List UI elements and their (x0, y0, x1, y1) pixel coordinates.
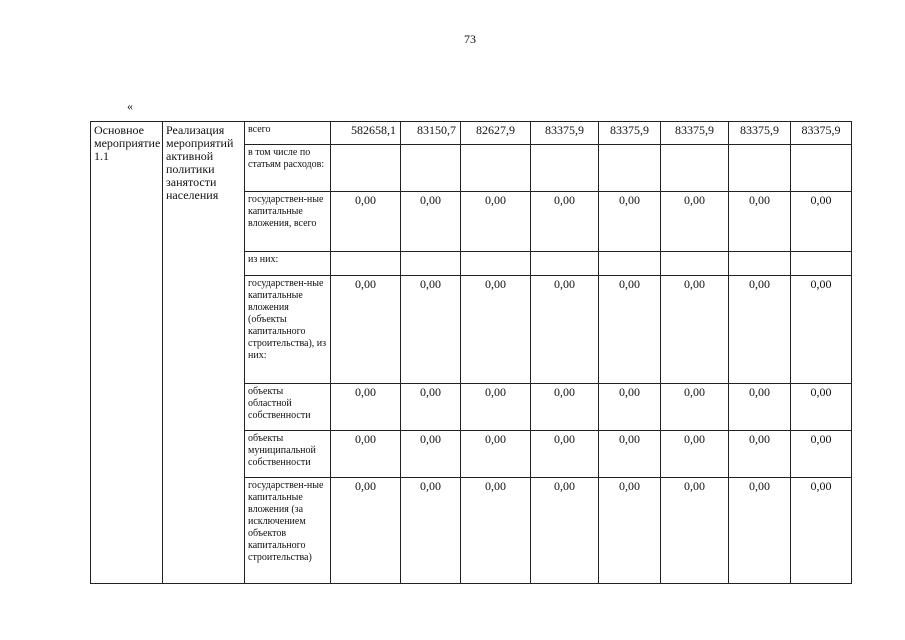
value-cell: 0,00 (531, 431, 599, 478)
value-cell: 0,00 (461, 478, 531, 584)
value-cell (791, 252, 852, 276)
value-cell: 0,00 (729, 384, 791, 431)
value-cell: 0,00 (791, 431, 852, 478)
value-cell: 0,00 (599, 431, 661, 478)
value-cell: 0,00 (599, 384, 661, 431)
value-cell: 0,00 (599, 192, 661, 252)
value-cell: 0,00 (461, 276, 531, 384)
budget-table (90, 121, 852, 584)
value-cell: 0,00 (331, 431, 401, 478)
value-cell: 0,00 (401, 384, 461, 431)
value-cell: 0,00 (401, 192, 461, 252)
value-cell (331, 252, 401, 276)
row-label: из них: (245, 252, 331, 276)
value-cell (599, 252, 661, 276)
value-cell: 0,00 (661, 478, 729, 584)
value-cell: 0,00 (331, 478, 401, 584)
row-label: государствен-ные капитальные вложения (за исключением объектов капитального строительства) (245, 478, 331, 584)
value-cell (729, 145, 791, 192)
value-cell (401, 252, 461, 276)
value-cell: 0,00 (531, 384, 599, 431)
value-cell (599, 145, 661, 192)
value-cell: 0,00 (599, 478, 661, 584)
value-cell: 82627,9 (461, 122, 531, 145)
value-cell (661, 252, 729, 276)
value-cell: 582658,1 (331, 122, 401, 145)
value-cell (461, 145, 531, 192)
value-cell: 0,00 (661, 192, 729, 252)
value-cell: 0,00 (661, 431, 729, 478)
opening-quote-mark: « (127, 99, 133, 113)
value-cell: 0,00 (791, 276, 852, 384)
value-cell: 83375,9 (531, 122, 599, 145)
value-cell (531, 145, 599, 192)
value-cell: 0,00 (461, 384, 531, 431)
value-cell: 0,00 (461, 192, 531, 252)
value-cell: 0,00 (791, 478, 852, 584)
value-cell: 0,00 (401, 478, 461, 584)
value-cell: 83150,7 (401, 122, 461, 145)
value-cell: 83375,9 (729, 122, 791, 145)
value-cell: 0,00 (729, 192, 791, 252)
value-cell (461, 252, 531, 276)
value-cell: 0,00 (661, 276, 729, 384)
value-cell (331, 145, 401, 192)
row-label: государствен-ные капитальные вложения (объекты капитального строительства), из них: (245, 276, 331, 384)
value-cell: 0,00 (531, 192, 599, 252)
value-cell: 0,00 (331, 192, 401, 252)
value-cell (401, 145, 461, 192)
value-cell (729, 252, 791, 276)
value-cell (531, 252, 599, 276)
value-cell: 0,00 (531, 478, 599, 584)
event-name-cell: Реализация мероприятий активной политики занятости населения (163, 122, 245, 584)
table-row (91, 122, 852, 145)
value-cell: 0,00 (401, 276, 461, 384)
value-cell: 0,00 (729, 431, 791, 478)
page-number: 73 (464, 32, 476, 46)
value-cell: 0,00 (331, 384, 401, 431)
value-cell: 83375,9 (791, 122, 852, 145)
value-cell: 0,00 (729, 478, 791, 584)
value-cell: 0,00 (729, 276, 791, 384)
value-cell (661, 145, 729, 192)
value-cell: 0,00 (791, 192, 852, 252)
row-label: всего (245, 122, 331, 145)
value-cell: 83375,9 (599, 122, 661, 145)
value-cell: 0,00 (531, 276, 599, 384)
value-cell (791, 145, 852, 192)
row-label: государствен-ные капитальные вложения, всего (245, 192, 331, 252)
value-cell: 0,00 (661, 384, 729, 431)
value-cell: 83375,9 (661, 122, 729, 145)
value-cell: 0,00 (461, 431, 531, 478)
event-cell: Основное мероприятие 1.1 (91, 122, 163, 584)
value-cell: 0,00 (791, 384, 852, 431)
value-cell: 0,00 (331, 276, 401, 384)
row-label: в том числе по статьям расходов: (245, 145, 331, 192)
value-cell: 0,00 (401, 431, 461, 478)
row-label: объекты областной собственности (245, 384, 331, 431)
row-label: объекты муниципальной собственности (245, 431, 331, 478)
value-cell: 0,00 (599, 276, 661, 384)
